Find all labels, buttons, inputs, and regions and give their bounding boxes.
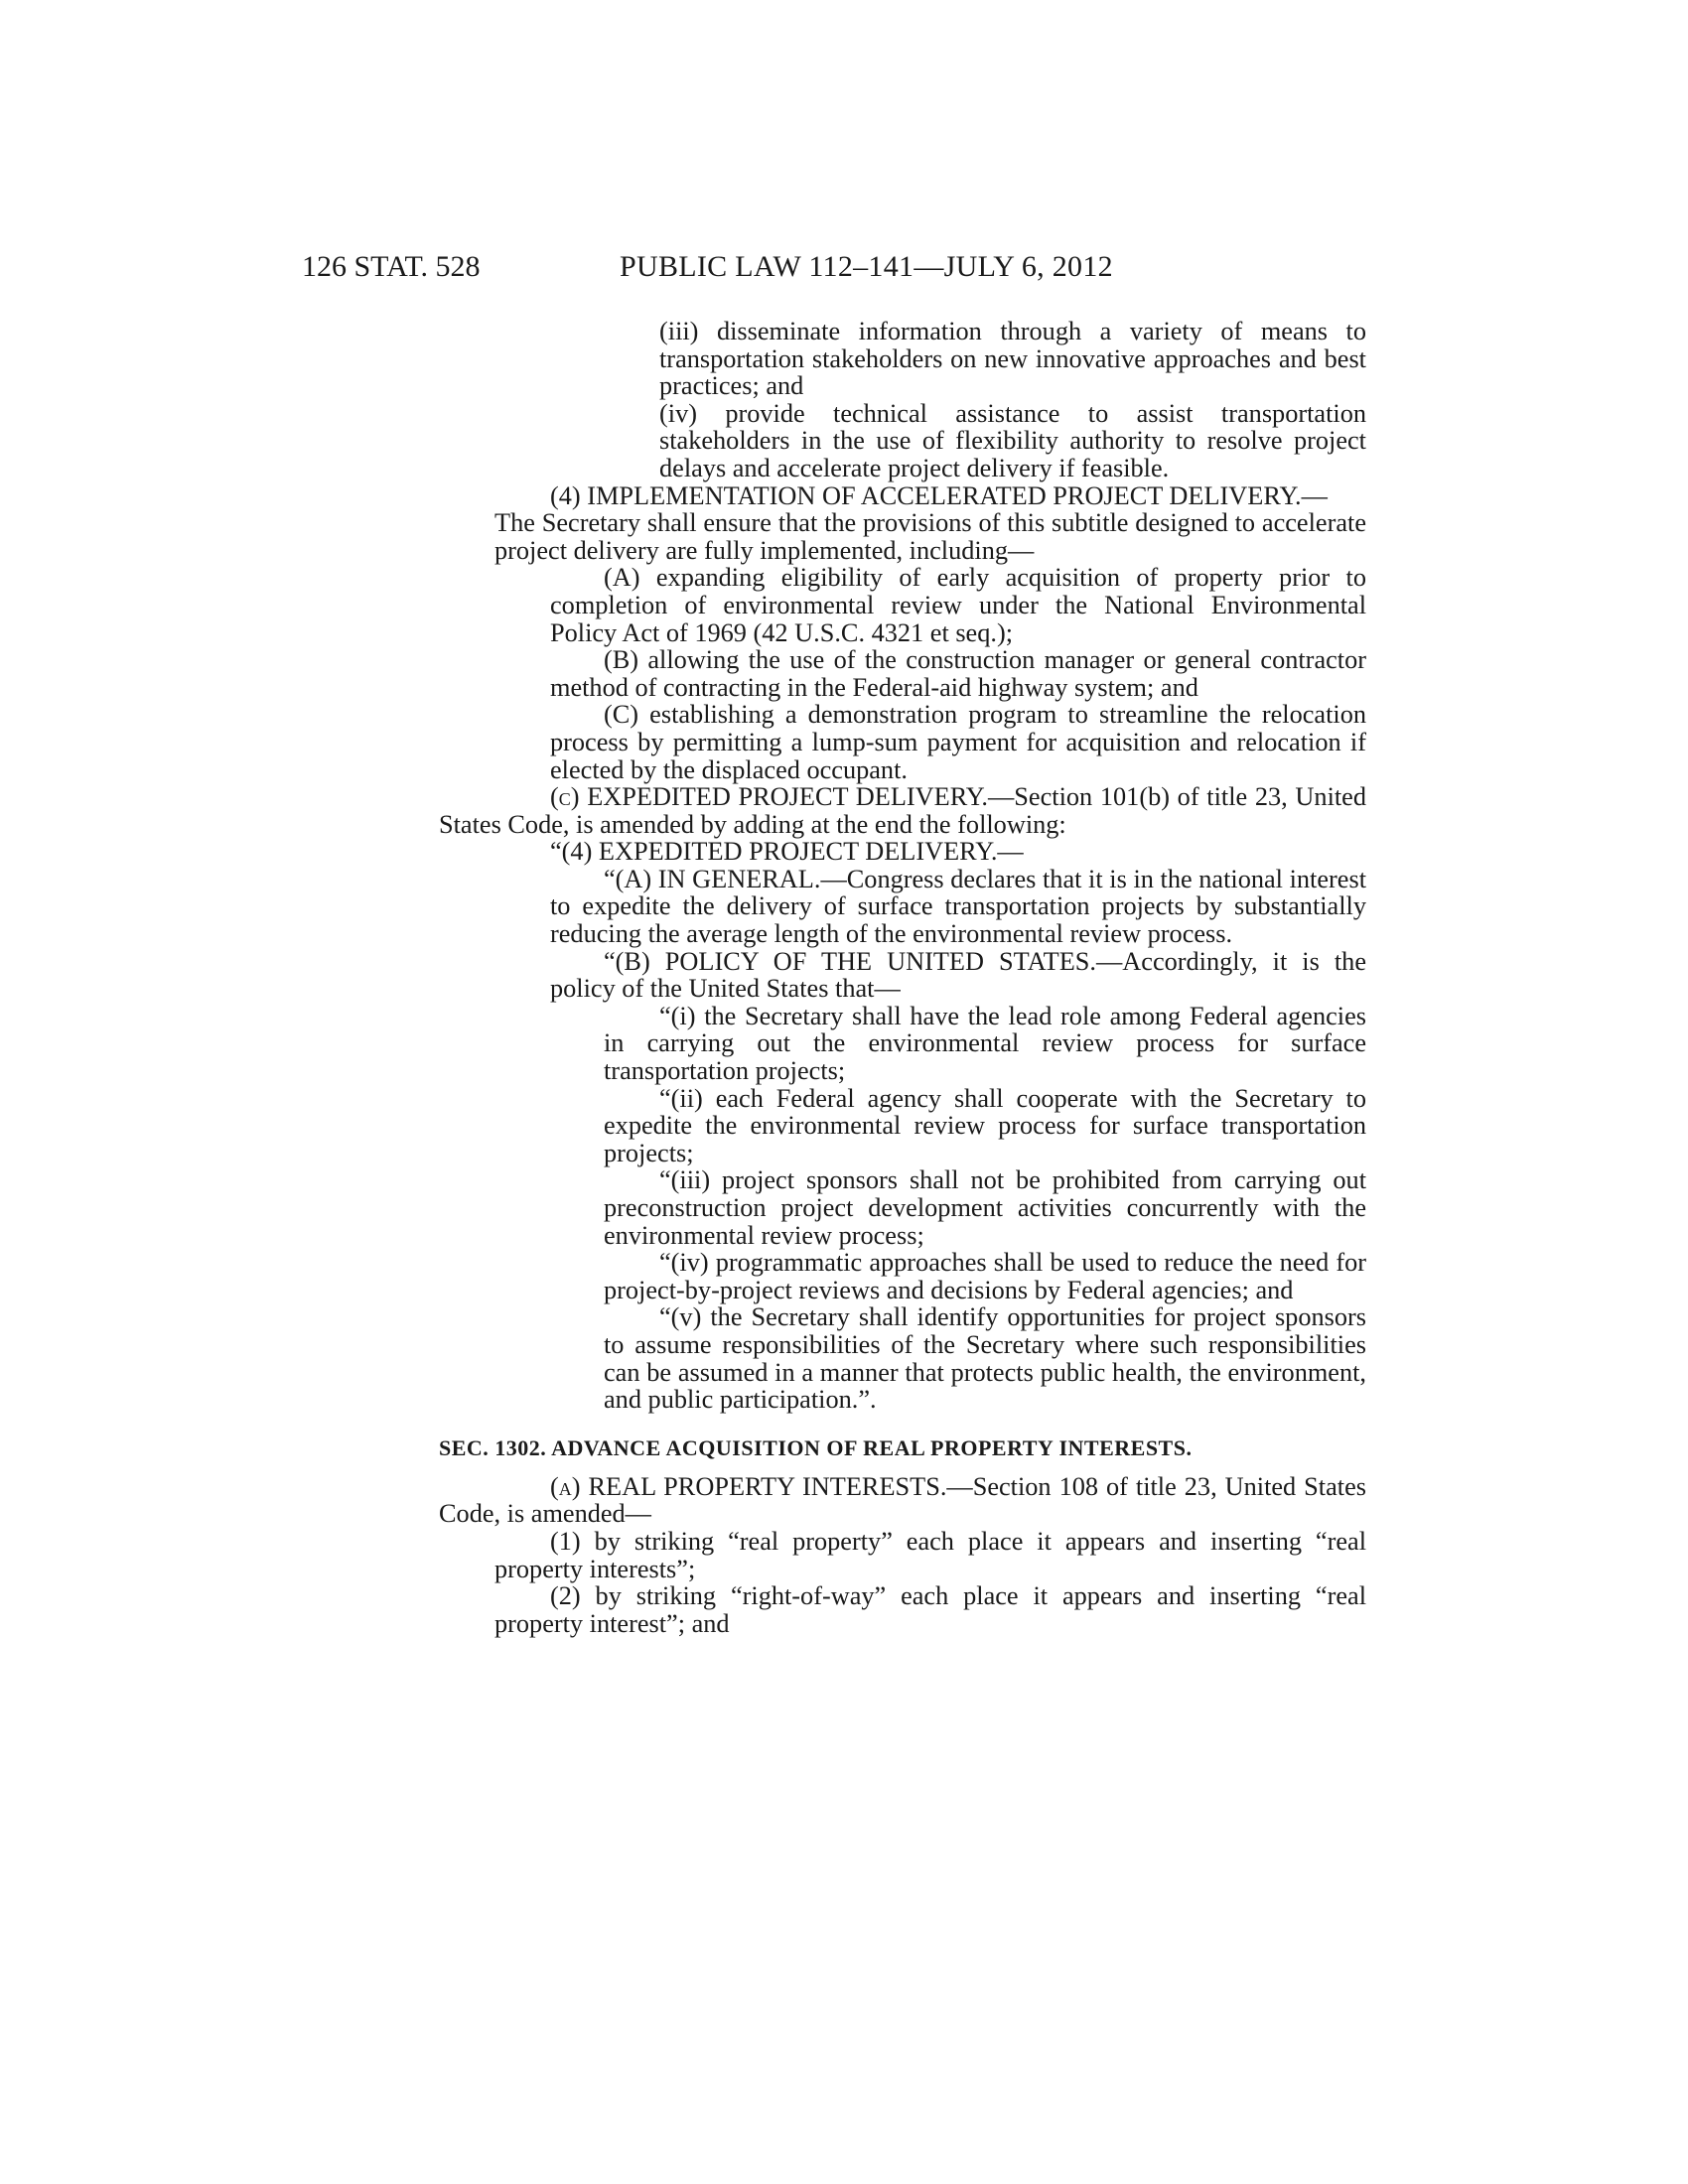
quoted-paragraph-B-heading: “(B) POLICY OF THE UNITED STATES.— xyxy=(604,946,1123,976)
quoted-paragraph-A-text: Congress declares that it is in the national interest to expedite the delivery of surface transportation projects by substantially reducing the average length of the environmental review process. xyxy=(550,864,1366,949)
paragraph-c-heading: (c) EXPEDITED PROJECT DELIVERY.— xyxy=(550,782,1015,812)
paragraph-4-heading: (4) IMPLEMENTATION OF ACCELERATED PROJECT DELIVERY.— xyxy=(550,480,1328,510)
quoted-paragraph-4-heading: “(4) EXPEDITED PROJECT DELIVERY.— xyxy=(550,837,1024,867)
paragraph-c-text: Section 101(b) of title 23, United States Code, is amended by adding at the end the following: xyxy=(439,782,1367,839)
section-heading: SEC. 1302. ADVANCE ACQUISITION OF REAL PROPERTY INTERESTS. xyxy=(439,1434,1193,1460)
text-column xyxy=(439,317,1367,1638)
paragraph-4-text: The Secretary shall ensure that the provisions of this subtitle designed to accelerate project delivery are fully implemented, including— xyxy=(494,508,1366,565)
paragraph-A: (A) expanding eligibility of early acquisition of property prior to completion of environmental review under the National Environmental Policy Act of 1969 (42 U.S.C. 4321 et seq.); xyxy=(550,563,1366,647)
paragraph-a-1: (1) by striking “real property” each place it appears and inserting “real property interests”; xyxy=(494,1526,1366,1583)
quoted-paragraph-A-heading: “(A) IN GENERAL.— xyxy=(604,864,847,893)
quoted-clause-i: “(i) the Secretary shall have the lead role among Federal agencies in carrying out the environmental review process for surface transportation projects; xyxy=(604,1001,1366,1086)
statute-page-number: 126 STAT. 528 xyxy=(302,250,481,283)
paragraph-iv: (iv) provide technical assistance to assist transportation stakeholders in the use of flexibility authority to resolve project delays and accelerate project delivery if feasible. xyxy=(659,398,1366,482)
paragraph-a-2: (2) by striking “right-of-way” each place it appears and inserting “real property interest”; and xyxy=(494,1581,1366,1638)
paragraph-a-text: Section 108 of title 23, United States Code, is amended— xyxy=(439,1471,1366,1529)
quoted-clause-v: “(v) the Secretary shall identify opportunities for project sponsors to assume responsibilities of the Secretary where such responsibilities can be assumed in a manner that protects public health, the environment, and public participation.”. xyxy=(604,1302,1366,1415)
paragraph-iii: (iii) disseminate information through a variety of means to transportation stakeholders on new innovative approaches and best practices; and xyxy=(659,317,1366,401)
quoted-clause-iv: “(iv) programmatic approaches shall be used to reduce the need for project-by-project reviews and decisions by Federal agencies; and xyxy=(604,1248,1366,1304)
paragraph-c xyxy=(439,783,1366,838)
paragraph-C: (C) establishing a demonstration program to streamline the relocation process by permitting a lump-sum payment for acquisition and relocation if elected by the displaced occupant. xyxy=(550,700,1366,784)
paragraph-B: (B) allowing the use of the construction manager or general contractor method of contracting in the Federal-aid highway system; and xyxy=(550,645,1366,702)
quoted-paragraph-4 xyxy=(494,838,1366,866)
quoted-clause-ii: “(ii) each Federal agency shall cooperate with the Secretary to expedite the environmental review process for surface transportation projects; xyxy=(604,1083,1366,1167)
paragraph-4 xyxy=(494,482,1366,565)
page-header xyxy=(0,250,1688,290)
paragraph-a-heading: (a) REAL PROPERTY INTERESTS.— xyxy=(550,1471,973,1501)
quoted-clause-iii: “(iii) project sponsors shall not be prohibited from carrying out preconstruction project development activities concurrently with the environmental review process; xyxy=(604,1165,1366,1250)
quoted-paragraph-A xyxy=(494,866,1366,948)
public-law-title: PUBLIC LAW 112–141—JULY 6, 2012 xyxy=(620,250,1113,283)
quoted-paragraph-B xyxy=(494,948,1366,1003)
quoted-paragraph-B-text: Accordingly, it is the policy of the United States that— xyxy=(550,946,1366,1004)
paragraph-a xyxy=(439,1473,1366,1528)
